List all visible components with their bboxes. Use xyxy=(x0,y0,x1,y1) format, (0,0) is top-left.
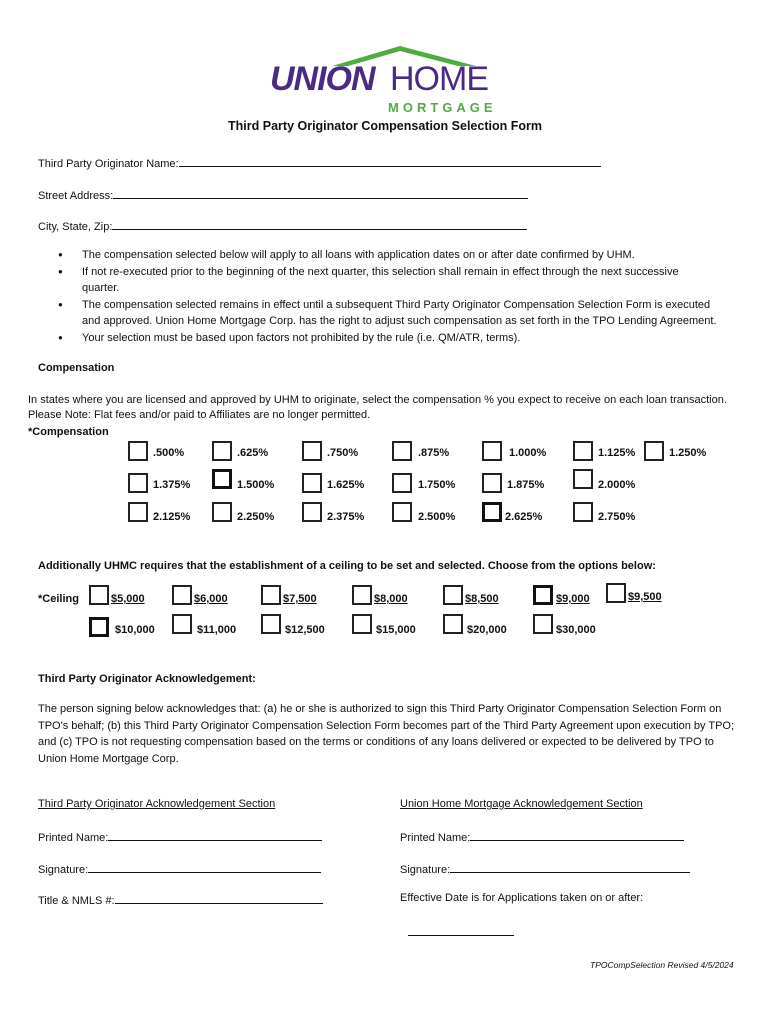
comp-checkbox-1000[interactable] xyxy=(482,441,502,461)
logo xyxy=(270,44,510,120)
compensation-intro: In states where you are licensed and approved by UHM to originate, select the compensation % you expect to receive on each loan transaction. xyxy=(28,394,727,406)
list-item: ● The compensation selected below will apply to all loans with application dates on or after date confirmed by UHM. xyxy=(58,247,718,263)
comp-checkbox-2500[interactable] xyxy=(392,502,412,522)
city-state-zip-label: City, State, Zip: xyxy=(38,221,113,233)
comp-label: .750% xyxy=(327,447,359,459)
ceiling-label-option: $11,000 xyxy=(197,624,237,636)
signature-label: Signature: xyxy=(38,864,89,876)
comp-label: 1.000% xyxy=(509,447,547,459)
logo-home: HOME xyxy=(390,60,488,98)
comp-checkbox-1625[interactable] xyxy=(302,473,322,493)
title-nmls-label: Title & NMLS #: xyxy=(38,895,115,907)
comp-checkbox-875[interactable] xyxy=(392,441,412,461)
ceiling-checkbox-10000[interactable] xyxy=(89,617,109,637)
ceiling-label-option: $15,000 xyxy=(376,624,416,636)
effective-date-field[interactable] xyxy=(408,923,514,936)
comp-label: 1.500% xyxy=(237,479,275,491)
ceiling-intro: Additionally UHMC requires that the establishment of a ceiling to be set and selected. Choose from the options below: xyxy=(38,560,656,572)
comp-checkbox-625[interactable] xyxy=(212,441,232,461)
ceiling-checkbox-20000[interactable] xyxy=(443,614,463,634)
acknowledgement-text: The person signing below acknowledges that: (a) he or she is authorized to sign this Third Party Originator Compensation Selection Form on TPO's behalf; (b) this Third Party Originator Compensation Selection Form becomes part of the Third Party Agreement upon execution by TPO; and (c) TPO is not requesting compensation based on the terms or conditions of any loans delivered or expected to be delivered by TPO to Union Home Mortgage Corp. xyxy=(38,703,735,765)
comp-label: 2.250% xyxy=(237,511,275,523)
comp-label: 1.750% xyxy=(418,479,456,491)
comp-label: 1.125% xyxy=(598,447,636,459)
comp-checkbox-1500[interactable] xyxy=(212,469,232,489)
ceiling-label-option: $20,000 xyxy=(467,624,507,636)
comp-checkbox-750[interactable] xyxy=(302,441,322,461)
tpo-signature-field[interactable] xyxy=(38,861,321,876)
ceiling-label-option: $7,500 xyxy=(283,593,317,605)
tpo-name-label: Third Party Originator Name: xyxy=(38,158,179,170)
comp-checkbox-1875[interactable] xyxy=(482,473,502,493)
ceiling-checkbox-6000[interactable] xyxy=(172,585,192,605)
ceiling-label-option: $12,500 xyxy=(285,624,325,636)
comp-label: .625% xyxy=(237,447,269,459)
comp-checkbox-2375[interactable] xyxy=(302,502,322,522)
effective-date-label: Effective Date is for Applications taken on or after: xyxy=(400,892,644,904)
uhm-printed-name-field[interactable] xyxy=(400,829,684,844)
comp-checkbox-1250[interactable] xyxy=(644,441,664,461)
comp-label: .500% xyxy=(153,447,185,459)
street-address-label: Street Address: xyxy=(38,190,114,202)
comp-label: 2.125% xyxy=(153,511,191,523)
ceiling-label-option: $8,500 xyxy=(465,593,499,605)
printed-name-label: Printed Name: xyxy=(400,832,471,844)
comp-checkbox-1125[interactable] xyxy=(573,441,593,461)
printed-name-label: Printed Name: xyxy=(38,832,109,844)
ceiling-label: *Ceiling xyxy=(38,593,79,605)
comp-checkbox-2625[interactable] xyxy=(482,502,502,522)
comp-label: 2.000% xyxy=(598,479,636,491)
comp-label: 1.250% xyxy=(669,447,707,459)
ceiling-checkbox-15000[interactable] xyxy=(352,614,372,634)
ceiling-checkbox-11000[interactable] xyxy=(172,614,192,634)
acknowledgement-heading: Third Party Originator Acknowledgement: xyxy=(38,673,256,685)
ceiling-label-option: $6,000 xyxy=(194,593,228,605)
ceiling-label-option: $9,500 xyxy=(628,591,662,603)
ceiling-checkbox-8500[interactable] xyxy=(443,585,463,605)
ceiling-checkbox-7500[interactable] xyxy=(261,585,281,605)
ceiling-checkbox-8000[interactable] xyxy=(352,585,372,605)
form-title: Third Party Originator Compensation Selection Form xyxy=(228,119,542,133)
street-address-field[interactable] xyxy=(38,187,528,202)
compensation-label: *Compensation xyxy=(28,426,109,438)
comp-checkbox-2750[interactable] xyxy=(573,502,593,522)
logo-mortgage: MORTGAGE xyxy=(388,100,497,115)
footer-revision: TPOCompSelection Revised 4/5/2024 xyxy=(590,960,734,970)
city-state-zip-field[interactable] xyxy=(38,218,527,233)
signature-label: Signature: xyxy=(400,864,451,876)
comp-checkbox-2000[interactable] xyxy=(573,469,593,489)
comp-label: 1.625% xyxy=(327,479,365,491)
tpo-printed-name-field[interactable] xyxy=(38,829,322,844)
comp-label: 1.375% xyxy=(153,479,191,491)
terms-list xyxy=(58,247,718,347)
comp-label: 2.625% xyxy=(505,511,543,523)
comp-label: .875% xyxy=(418,447,450,459)
tpo-title-nmls-field[interactable] xyxy=(38,892,323,907)
list-item: ● Your selection must be based upon factors not prohibited by the rule (i.e. QM/ATR, terms). xyxy=(58,330,718,346)
tpo-name-field[interactable] xyxy=(38,155,601,170)
comp-label: 2.750% xyxy=(598,511,636,523)
ceiling-label-option: $9,000 xyxy=(556,593,590,605)
comp-label: 2.375% xyxy=(327,511,365,523)
ceiling-checkbox-30000[interactable] xyxy=(533,614,553,634)
ceiling-checkbox-5000[interactable] xyxy=(89,585,109,605)
comp-checkbox-500[interactable] xyxy=(128,441,148,461)
comp-label: 1.875% xyxy=(507,479,545,491)
ceiling-label-option: $5,000 xyxy=(111,593,145,605)
list-item: ● The compensation selected remains in effect until a subsequent Third Party Originator Compensation Selection Form is executed and approved. Union Home Mortgage Corp. has the right to adjust such compensation as set forth in the TPO Lending Agreement. xyxy=(58,297,718,329)
compensation-heading: Compensation xyxy=(38,362,115,374)
tpo-section-heading: Third Party Originator Acknowledgement Section xyxy=(38,798,276,810)
comp-checkbox-1375[interactable] xyxy=(128,473,148,493)
comp-checkbox-1750[interactable] xyxy=(392,473,412,493)
uhm-signature-field[interactable] xyxy=(400,861,690,876)
list-item: ● If not re-executed prior to the beginning of the next quarter, this selection shall remain in effect through the next successive quarter. xyxy=(58,264,718,296)
comp-checkbox-2125[interactable] xyxy=(128,502,148,522)
uhm-section-heading: Union Home Mortgage Acknowledgement Section xyxy=(400,798,643,810)
ceiling-label-option: $10,000 xyxy=(115,624,155,636)
ceiling-label-option: $30,000 xyxy=(556,624,596,636)
ceiling-checkbox-9500[interactable] xyxy=(606,583,626,603)
compensation-note: Please Note: Flat fees and/or paid to Affiliates are no longer permitted. xyxy=(28,409,371,421)
ceiling-label-option: $8,000 xyxy=(374,593,408,605)
comp-label: 2.500% xyxy=(418,511,456,523)
ceiling-checkbox-9000[interactable] xyxy=(533,585,553,605)
logo-union: UNION xyxy=(270,60,375,98)
comp-checkbox-2250[interactable] xyxy=(212,502,232,522)
ceiling-checkbox-12500[interactable] xyxy=(261,614,281,634)
